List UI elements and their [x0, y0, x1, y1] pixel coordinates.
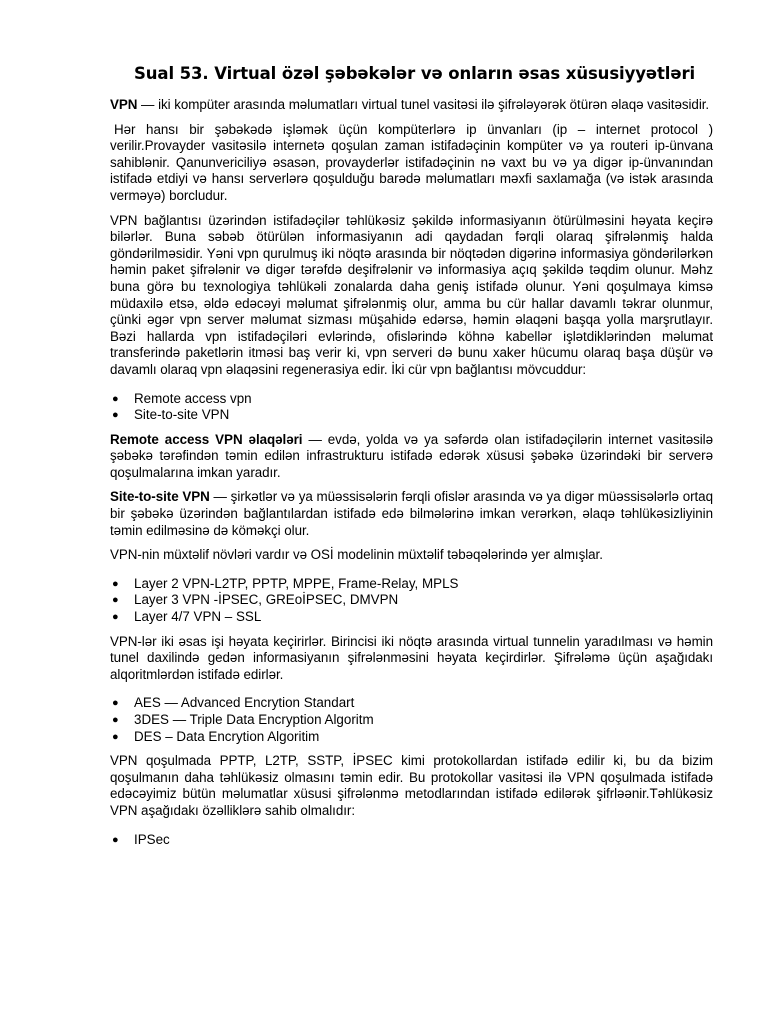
list-item [110, 729, 713, 746]
page-title: Sual 53. Virtual özəl şəbəkələr və onların əsas xüsusiyyətləri [134, 64, 696, 83]
site-to-site-text: — şirkətlər və ya müəssisələrin fərqli ofislər arasında və ya digər müəssisələrlə ortaq bir şəbəkə üzərindən bağlantılardan istifadə edə bilmələrinə imkan verərkən, əlaqə təhlükəsizliyinin təmin edilməsinə də köməkçi olur. [110, 489, 713, 538]
list-item-text: 3DES — Triple Data Encryption Algoritm [134, 712, 374, 727]
vpn-term: VPN [110, 97, 138, 112]
list-item-text: IPSec [134, 831, 170, 847]
bullet-icon: ● [112, 392, 119, 405]
bullet-icon: ● [112, 833, 119, 846]
list-item-text: AES — Advanced Encrytion Standart [134, 695, 355, 711]
features-list [110, 832, 713, 849]
bullet-icon: ● [112, 409, 119, 422]
bullet-icon: ● [112, 730, 119, 743]
protocols-paragraph: VPN qoşulmada PPTP, L2TP, SSTP, İPSEC kimi protokollardan istifadə edilir ki, bu da bizim qoşulmanın daha təhlükəsiz olmasını təmin edir. Bu protokollar vasitəsi ilə VPN qoşulmada istifadə edəcəyimiz bütün məlumatlar xüsusi şifrələnmə metodlarından istifadə edilərək şifrləənir.Təhlükəsiz VPN aşağıdakı özəlliklərə sahib olmalıdır: [110, 753, 713, 818]
encryption-algorithms-list [110, 695, 713, 745]
remote-access-paragraph [110, 432, 713, 482]
site-to-site-term: Site-to-site VPN [110, 489, 210, 505]
list-item-text: DES – Data Encrytion Algoritim [134, 728, 320, 744]
list-item [110, 391, 713, 408]
list-item [110, 609, 713, 626]
site-to-site-paragraph [110, 489, 713, 539]
list-item-text: Layer 4/7 VPN – SSL [134, 609, 262, 625]
vpn-tasks-paragraph: VPN-lər iki əsas işi həyata keçirirlər. Birincisi iki nöqtə arasında virtual tunnelin yaradılması və həmin tunel daxilində gedən informasiyanın şifrələnməsini həyata keçirdirlər. Şifrələmə üçün aşağıdakı alqoritmlərdən istifadə edirlər. [110, 633, 713, 682]
bullet-icon: ● [112, 697, 119, 710]
list-item [110, 407, 713, 424]
vpn-layers-list [110, 576, 713, 626]
list-item [110, 576, 713, 593]
ip-address-paragraph: Hər hansı bir şəbəkədə işləmək üçün kompüterlərə ip ünvanları (ip – internet protocol ) verilir.Provayder vasitəsilə internetə qoşulan zaman istifadəçinin kompüter və ya routeri ip-ünvana sahiblənir. Qanunvericiliyə əsasən, provayderlər istifadəçinin nə vaxt bu və ya digər ip-ünvanından istifadə etdiyi və hansı serverlərə qoşulduğu barədə məlumatları məxfi saxlamağa (və istək arasında verməyə) borcludur. [110, 121, 713, 203]
remote-access-text: — evdə, yolda və ya səfərdə olan istifadəçilərin internet vasitəsilə şəbəkə tərəfindən təmin edilən infrastrukturu istifadə edərək xüsusi şəbəkə üzərindəki bir serverə qoşulmalarına imkan yaradır. [110, 431, 713, 480]
vpn-types-list [110, 391, 713, 424]
list-item-text: Layer 2 VPN-L2TP, PPTP, MPPE, Frame-Relay, MPLS [134, 575, 459, 591]
vpn-connection-paragraph: VPN bağlantısı üzərindən istifadəçilər təhlükəsiz şəkildə informasiyanın ötürülməsini həyata keçirə bilərlər. Buna səbəb ötürülən informasiyanın adi qaydadan fərqli olaraq şifrələnmiş halda göndərilməsidir. Yəni vpn qurulmuş iki nöqtə arasında bir nöqtədən digərinə informasiya göndərilərkən həmin paket şifrələnir və digər tərəfdə deşifrələnir və informasiya açıq şəkildə təqdim olunur. Məhz buna görə bu texnologiya təhlükəli zonalarda daha geniş istifadə olunur. Yəni qoşulmaya kimsə müdaxilə etsə, əldə edəcəyi məlumat şifrələnmiş olur, amma bu cür hallar davamlı təkrar olunmur, çünki əgər vpn server məlumat sizması müşahidə edərsə, həmin əlaqəni başqa yolla marşrutlayır. Bəzi hallarda vpn istifadəçiləri evlərində, ofislərində köhnə kabellər işlətdiklərindən məlumat transferində paketlərin itməsi baş verir ki, vpn serveri də bunu xaker hücumu olaraq başa düşür və davamlı olaraq vpn əlaqəsini regenerasiya edir. İki cür vpn bağlantısı mövcuddur: [110, 212, 713, 377]
bullet-icon: ● [112, 714, 119, 726]
osi-paragraph: VPN-nin müxtəlif növləri vardır və OSİ modelinin müxtəlif təbəqələrində yer almışlar. [110, 547, 603, 563]
remote-access-term: Remote access VPN əlaqələri [110, 431, 303, 447]
list-item [110, 832, 713, 849]
list-item-text: Layer 3 VPN -İPSEC, GREoİPSEC, DMVPN [134, 592, 399, 608]
list-item [110, 592, 713, 609]
vpn-definition-paragraph [110, 97, 713, 114]
list-item-text: Remote access vpn [134, 390, 252, 406]
bullet-icon: ● [112, 577, 119, 590]
list-item [110, 712, 713, 729]
vpn-definition-text: — iki kompüter arasında məlumatları virtual tunel vasitəsi ilə şifrələyərək ötürən əlaqə vasitəsidir. [137, 97, 710, 112]
list-item [110, 695, 713, 712]
bullet-icon: ● [112, 594, 119, 607]
bullet-icon: ● [112, 611, 119, 624]
list-item-text: Site-to-site VPN [134, 407, 230, 423]
